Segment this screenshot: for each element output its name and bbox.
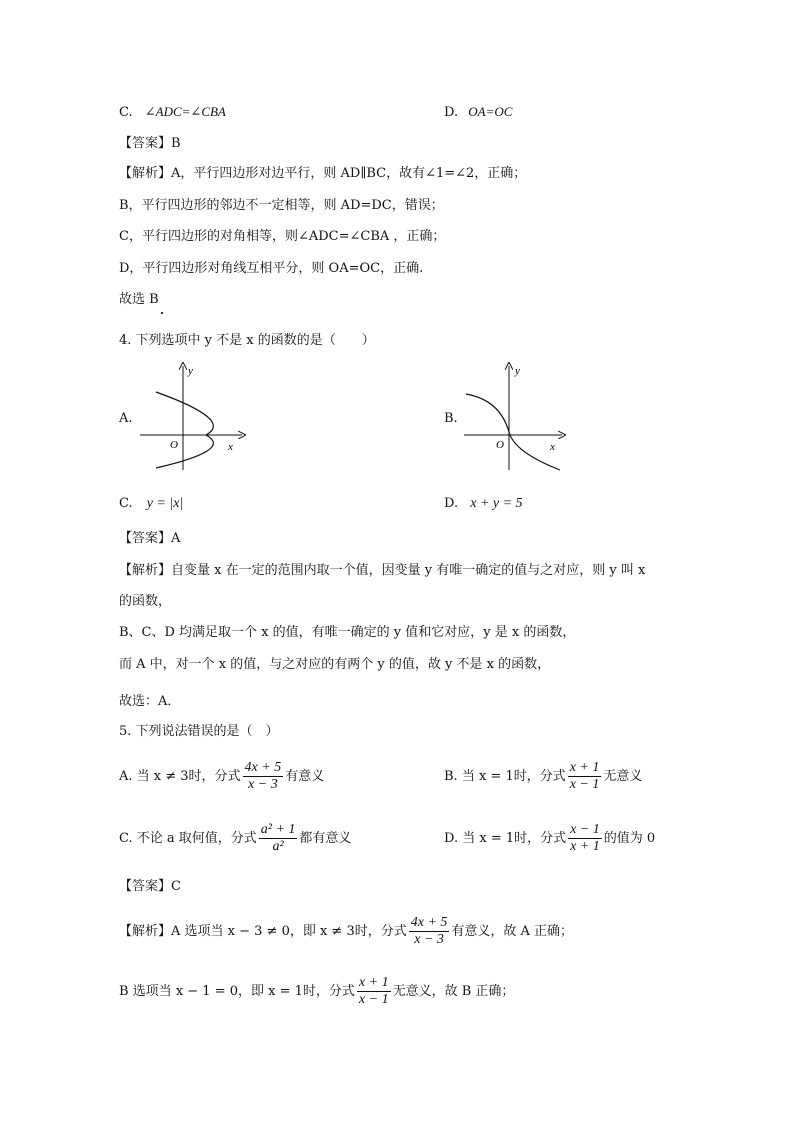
- q5-analysis-line-b: [119, 975, 514, 1008]
- option-text: OA=OC: [468, 104, 513, 119]
- q4-option-c: [119, 495, 183, 513]
- option-formula: x + y = 5: [470, 496, 523, 511]
- q4-analysis-line-4: 而 A 中，对一个 x 的值，与之对应的有两个 y 的值，故 y 不是 x 的函数，: [119, 657, 551, 672]
- option-prefix: B. 当 x = 1时，分式: [444, 769, 566, 784]
- q3-answer: 【答案】B: [119, 136, 181, 151]
- q5-option-c: [119, 822, 351, 855]
- graph-b-decreasing-curve: [462, 362, 582, 474]
- option-label: C.: [119, 496, 133, 511]
- q5-option-a: [119, 760, 324, 793]
- q4-option-a-label: A.: [119, 411, 133, 426]
- analysis-prefix: 【解析】A 选项当 x − 3 ≠ 0，即 x ≠ 3时，分式: [119, 924, 407, 939]
- q3-analysis-line-4: D，平行四边形对角线互相平分，则 OA=OC，正确.: [119, 261, 424, 276]
- analysis-suffix: 有意义，故 A 正确；: [451, 924, 574, 939]
- option-label: C.: [119, 105, 133, 120]
- parabola-curve: [156, 392, 213, 468]
- fraction-numerator: x − 1: [570, 822, 600, 837]
- stray-dot: [161, 312, 163, 314]
- option-prefix: A. 当 x ≠ 3时，分式: [119, 769, 241, 784]
- fraction: [568, 760, 602, 793]
- q3-analysis-line-3: C，平行四边形的对角相等，则∠ADC=∠CBA ，正确；: [119, 229, 446, 244]
- q3-option-c: [119, 103, 226, 122]
- q4-analysis-line-1: 【解析】自变量 x 在一定的范围内取一个值，因变量 y 有唯一确定的值与之对应，则 y 叫 x: [119, 563, 646, 578]
- graph-a-sideways-parabola: [138, 362, 258, 474]
- fraction-denominator: a²: [272, 839, 284, 854]
- option-suffix: 的值为 0: [603, 831, 656, 846]
- fraction: [243, 760, 284, 793]
- y-axis-label: y: [515, 365, 520, 377]
- analysis-suffix: 无意义，故 B 正确；: [392, 984, 515, 999]
- option-text: ∠ADC=∠CBA: [144, 104, 226, 119]
- q3-analysis-line-2: B，平行四边形的邻边不一定相等，则 AD=DC，错误；: [119, 198, 444, 213]
- q3-option-d: [444, 103, 512, 122]
- option-suffix: 有意义: [285, 769, 325, 784]
- fraction-numerator: a² + 1: [260, 822, 296, 837]
- option-prefix: C. 不论 a 取何值，分式: [119, 831, 257, 846]
- origin-label: O: [496, 439, 504, 451]
- fraction-denominator: x + 1: [570, 839, 600, 854]
- origin-label: O: [170, 439, 178, 451]
- y-axis-label: y: [188, 365, 193, 377]
- q5-stem: 5. 下列说法错误的是（ ）: [119, 724, 279, 739]
- option-formula: y = |x|: [146, 496, 184, 511]
- fraction: [568, 822, 602, 855]
- fraction-numerator: x + 1: [569, 760, 600, 775]
- fraction-denominator: x − 1: [358, 992, 389, 1007]
- q3-analysis-line-1: 【解析】A，平行四边形对边平行，则 AD∥BC，故有∠1=∠2，正确；: [119, 166, 527, 181]
- q4-analysis-line-3: B、C、D 均满足取一个 x 的值，有唯一确定的 y 值和它对应，y 是 x 的函数，: [119, 625, 576, 640]
- fraction-denominator: x − 3: [414, 932, 444, 947]
- fraction-numerator: 4x + 5: [410, 915, 448, 930]
- x-axis-label: x: [228, 441, 233, 453]
- option-label: D.: [444, 496, 459, 511]
- q5-option-d: [444, 822, 655, 855]
- fraction: [409, 915, 450, 948]
- fraction: [357, 975, 391, 1008]
- analysis-prefix: B 选项当 x − 1 = 0，即 x = 1时，分式: [119, 984, 355, 999]
- q5-option-b: [444, 760, 642, 793]
- q4-option-d: [444, 495, 523, 513]
- q5-answer: 【答案】C: [119, 879, 181, 894]
- fraction: [259, 822, 298, 855]
- q3-choose: 故选 B: [119, 292, 159, 307]
- function-curve: [466, 394, 560, 470]
- q4-answer: 【答案】A: [119, 531, 181, 546]
- fraction-numerator: x + 1: [358, 975, 389, 990]
- fraction-numerator: 4x + 5: [244, 760, 282, 775]
- q4-stem: 4. 下列选项中 y 不是 x 的函数的是（ ）: [119, 333, 375, 348]
- option-suffix: 都有意义: [299, 831, 352, 846]
- q5-analysis-line-a: [119, 915, 573, 948]
- option-suffix: 无意义: [603, 769, 643, 784]
- fraction-denominator: x − 1: [569, 777, 600, 792]
- option-prefix: D. 当 x = 1时，分式: [444, 831, 567, 846]
- option-label: D.: [444, 105, 459, 120]
- x-axis-label: x: [550, 441, 555, 453]
- q4-analysis-line-2: 的函数，: [119, 594, 172, 609]
- fraction-denominator: x − 3: [248, 777, 278, 792]
- q4-choose: 故选：A．: [119, 694, 181, 709]
- q4-option-b-label: B.: [444, 411, 458, 426]
